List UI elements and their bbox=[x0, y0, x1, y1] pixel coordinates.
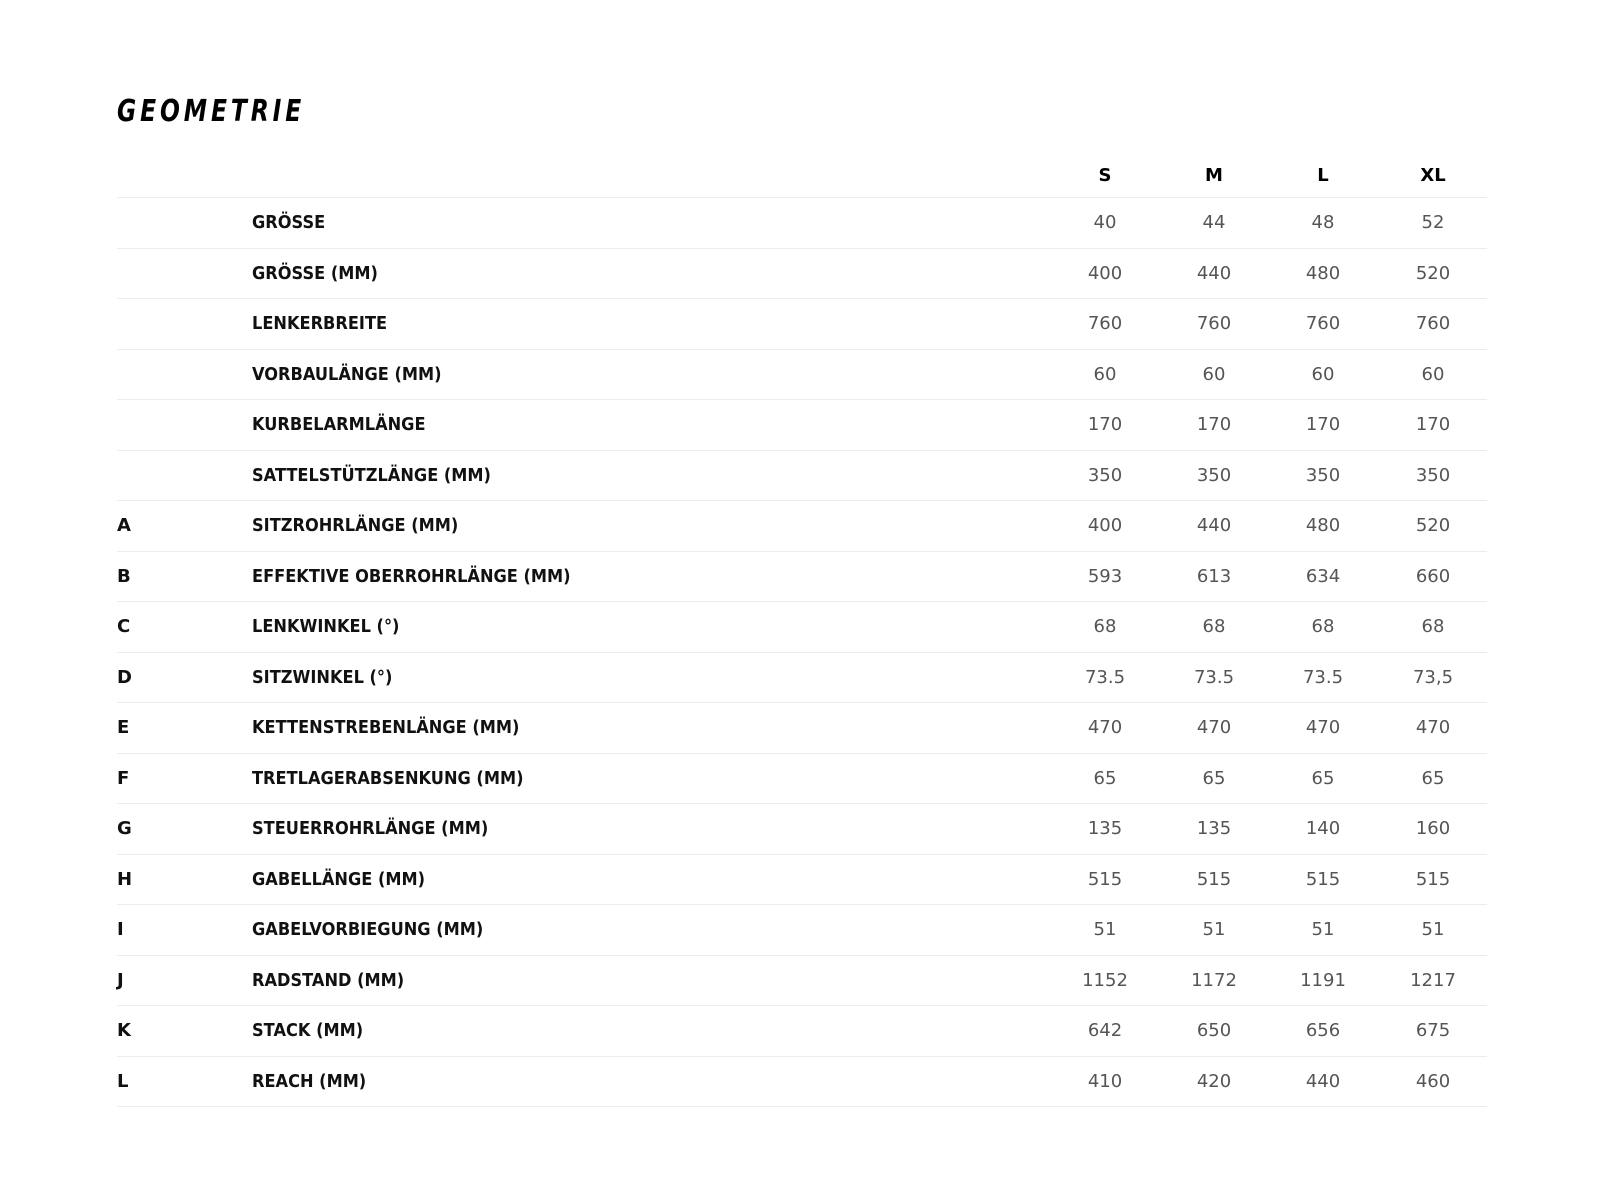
row-value-l: 480 bbox=[1305, 262, 1341, 284]
row-value-l: 1191 bbox=[1300, 969, 1346, 991]
row-code: D bbox=[117, 666, 132, 688]
page-title: GEOMETRIE bbox=[117, 94, 306, 129]
table-row bbox=[117, 552, 1487, 603]
table-row bbox=[117, 855, 1487, 906]
row-value-xl: 52 bbox=[1421, 212, 1445, 234]
row-value-xl: 760 bbox=[1415, 313, 1451, 335]
row-value-l: 170 bbox=[1305, 414, 1341, 436]
row-label: VORBAULÄNGE (MM) bbox=[252, 363, 442, 385]
row-value-xl: 660 bbox=[1415, 565, 1451, 587]
row-value-m: 440 bbox=[1196, 262, 1232, 284]
row-label: GABELLÄNGE (MM) bbox=[252, 868, 426, 890]
table-body bbox=[117, 198, 1487, 1107]
row-value-m: 1172 bbox=[1191, 969, 1237, 991]
row-value-m: 650 bbox=[1196, 1020, 1232, 1042]
table-row bbox=[117, 451, 1487, 502]
size-header-m: M bbox=[1205, 165, 1223, 186]
row-value-l: 73.5 bbox=[1302, 666, 1344, 688]
row-value-xl: 520 bbox=[1415, 515, 1451, 537]
size-header-xl: XL bbox=[1420, 165, 1446, 186]
table-row bbox=[117, 703, 1487, 754]
row-value-m: 170 bbox=[1196, 414, 1232, 436]
size-header-s: S bbox=[1098, 165, 1112, 186]
row-value-m: 440 bbox=[1196, 515, 1232, 537]
row-value-l: 140 bbox=[1305, 818, 1341, 840]
row-value-m: 44 bbox=[1202, 212, 1226, 234]
row-code: L bbox=[117, 1070, 129, 1092]
row-value-s: 515 bbox=[1087, 868, 1123, 890]
row-code: B bbox=[117, 565, 131, 587]
row-value-m: 350 bbox=[1196, 464, 1232, 486]
row-label: LENKWINKEL (°) bbox=[252, 616, 400, 638]
row-value-s: 400 bbox=[1087, 262, 1123, 284]
row-value-m: 515 bbox=[1196, 868, 1232, 890]
row-value-xl: 51 bbox=[1421, 919, 1445, 941]
row-value-s: 1152 bbox=[1082, 969, 1128, 991]
row-value-xl: 470 bbox=[1415, 717, 1451, 739]
row-label: STACK (MM) bbox=[252, 1020, 364, 1042]
row-value-xl: 350 bbox=[1415, 464, 1451, 486]
row-code bbox=[117, 350, 157, 400]
row-value-s: 470 bbox=[1087, 717, 1123, 739]
row-label: SITZWINKEL (°) bbox=[252, 666, 393, 688]
row-code: H bbox=[117, 868, 133, 890]
size-header-l: L bbox=[1317, 165, 1329, 186]
row-code bbox=[117, 249, 157, 299]
row-value-l: 634 bbox=[1305, 565, 1341, 587]
row-value-l: 65 bbox=[1311, 767, 1335, 789]
row-value-xl: 675 bbox=[1415, 1020, 1451, 1042]
row-value-s: 51 bbox=[1093, 919, 1117, 941]
row-value-l: 440 bbox=[1305, 1070, 1341, 1092]
table-row bbox=[117, 956, 1487, 1007]
row-value-s: 642 bbox=[1087, 1020, 1123, 1042]
row-code: C bbox=[117, 616, 131, 638]
row-value-xl: 65 bbox=[1421, 767, 1445, 789]
row-value-s: 40 bbox=[1093, 212, 1117, 234]
geometry-table bbox=[117, 154, 1487, 1107]
row-value-m: 68 bbox=[1202, 616, 1226, 638]
table-row bbox=[117, 400, 1487, 451]
row-code: J bbox=[117, 969, 124, 991]
row-value-m: 60 bbox=[1202, 363, 1226, 385]
row-value-xl: 515 bbox=[1415, 868, 1451, 890]
row-value-xl: 1217 bbox=[1410, 969, 1456, 991]
row-code: E bbox=[117, 717, 130, 739]
table-row bbox=[117, 653, 1487, 704]
row-value-s: 410 bbox=[1087, 1070, 1123, 1092]
row-value-l: 68 bbox=[1311, 616, 1335, 638]
table-row bbox=[117, 905, 1487, 956]
row-code bbox=[117, 451, 157, 501]
table-row bbox=[117, 299, 1487, 350]
row-code: G bbox=[117, 818, 132, 840]
row-label: GRÖSSE bbox=[252, 212, 326, 234]
row-label: TRETLAGERABSENKUNG (MM) bbox=[252, 767, 524, 789]
geometry-section bbox=[117, 92, 1487, 1092]
row-value-xl: 68 bbox=[1421, 616, 1445, 638]
row-value-l: 350 bbox=[1305, 464, 1341, 486]
row-code: F bbox=[117, 767, 130, 789]
row-value-xl: 60 bbox=[1421, 363, 1445, 385]
row-value-s: 73.5 bbox=[1084, 666, 1126, 688]
row-label: REACH (MM) bbox=[252, 1070, 367, 1092]
table-header-row bbox=[117, 154, 1487, 198]
row-code bbox=[117, 400, 157, 450]
row-value-l: 60 bbox=[1311, 363, 1335, 385]
row-value-l: 656 bbox=[1305, 1020, 1341, 1042]
row-value-l: 48 bbox=[1311, 212, 1335, 234]
table-row bbox=[117, 1006, 1487, 1057]
row-value-l: 515 bbox=[1305, 868, 1341, 890]
row-label: GABELVORBIEGUNG (MM) bbox=[252, 919, 484, 941]
row-label: STEUERROHRLÄNGE (MM) bbox=[252, 818, 489, 840]
row-value-xl: 170 bbox=[1415, 414, 1451, 436]
row-value-s: 760 bbox=[1087, 313, 1123, 335]
row-value-s: 60 bbox=[1093, 363, 1117, 385]
row-code: A bbox=[117, 515, 131, 537]
row-label: LENKERBREITE bbox=[252, 313, 388, 335]
row-code bbox=[117, 198, 157, 248]
row-value-l: 480 bbox=[1305, 515, 1341, 537]
row-value-m: 470 bbox=[1196, 717, 1232, 739]
row-value-m: 135 bbox=[1196, 818, 1232, 840]
row-value-m: 51 bbox=[1202, 919, 1226, 941]
row-value-s: 68 bbox=[1093, 616, 1117, 638]
row-value-m: 613 bbox=[1196, 565, 1232, 587]
row-value-m: 420 bbox=[1196, 1070, 1232, 1092]
table-row bbox=[117, 249, 1487, 300]
row-label: SITZROHRLÄNGE (MM) bbox=[252, 515, 459, 537]
table-row bbox=[117, 602, 1487, 653]
row-code: K bbox=[117, 1020, 131, 1042]
table-row bbox=[117, 350, 1487, 401]
row-label: RADSTAND (MM) bbox=[252, 969, 405, 991]
row-label: KETTENSTREBENLÄNGE (MM) bbox=[252, 717, 520, 739]
table-row bbox=[117, 501, 1487, 552]
row-value-m: 65 bbox=[1202, 767, 1226, 789]
row-code: I bbox=[117, 919, 124, 941]
row-value-xl: 73,5 bbox=[1412, 666, 1454, 688]
row-code bbox=[117, 299, 157, 349]
row-value-xl: 160 bbox=[1415, 818, 1451, 840]
row-value-s: 400 bbox=[1087, 515, 1123, 537]
row-label: SATTELSTÜTZLÄNGE (MM) bbox=[252, 464, 491, 486]
row-value-xl: 460 bbox=[1415, 1070, 1451, 1092]
row-value-xl: 520 bbox=[1415, 262, 1451, 284]
row-value-m: 760 bbox=[1196, 313, 1232, 335]
row-value-s: 350 bbox=[1087, 464, 1123, 486]
row-value-l: 470 bbox=[1305, 717, 1341, 739]
row-value-m: 73.5 bbox=[1193, 666, 1235, 688]
row-value-s: 135 bbox=[1087, 818, 1123, 840]
row-value-l: 760 bbox=[1305, 313, 1341, 335]
row-label: KURBELARMLÄNGE bbox=[252, 414, 426, 436]
row-value-s: 170 bbox=[1087, 414, 1123, 436]
row-value-s: 65 bbox=[1093, 767, 1117, 789]
table-row bbox=[117, 1057, 1487, 1108]
table-row bbox=[117, 754, 1487, 805]
row-value-l: 51 bbox=[1311, 919, 1335, 941]
row-value-s: 593 bbox=[1087, 565, 1123, 587]
row-label: GRÖSSE (MM) bbox=[252, 262, 378, 284]
row-label: EFFEKTIVE OBERROHRLÄNGE (MM) bbox=[252, 565, 571, 587]
table-row bbox=[117, 804, 1487, 855]
table-row bbox=[117, 198, 1487, 249]
